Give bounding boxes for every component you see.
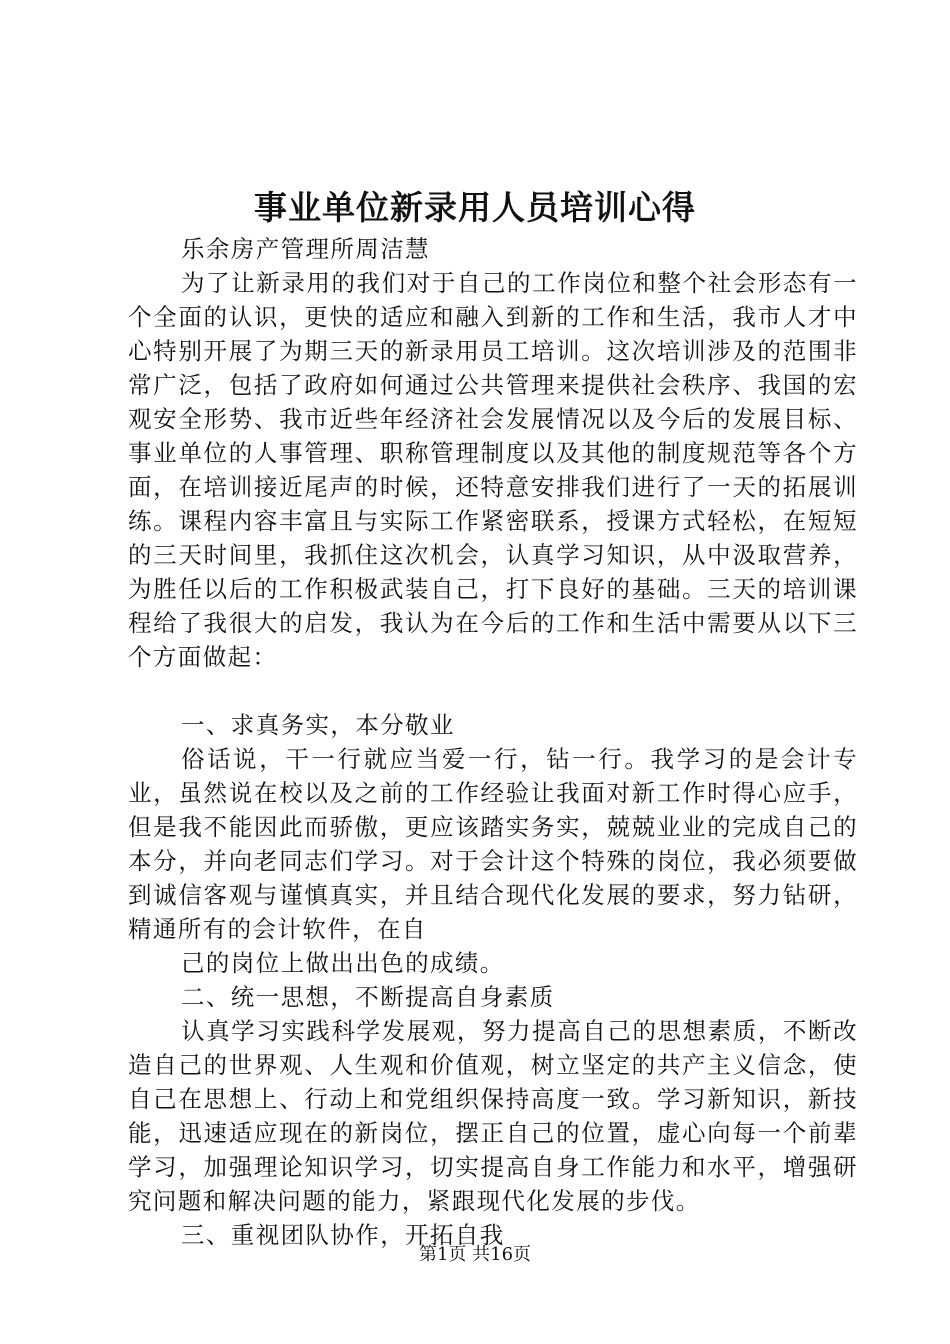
document-title: 事业单位新录用人员培训心得 [254, 188, 696, 227]
page-footer: 第1页 共16页 [418, 1244, 532, 1265]
intro-paragraph: 为了让新录用的我们对于自己的工作岗位和整个社会形态有一个全面的认识，更快的适应和融入到新的工作和生活，我市人才中心特别开展了为期三天的新录用员工培训。这次培训涉及的范围非常广泛，包括了政府如何通过公共管理来提供社会秩序、我国的宏观安全形势、我市近些年经济社会发展情况以及今后的发展目标、事业单位的人事管理、职称管理制度以及其他的制度规范等各个方面，在培训接近尾声的时候，还特意安排我们进行了一天的拓展训练。课程内容丰富且与实际工作紧密联系，授课方式轻松，在短短的三天时间里，我抓住这次机会，认真学习知识，从中汲取营养，为胜任以后的工作积极武装自己，打下良好的基础。三天的培训课程给了我很大的启发，我认为在今后的工作和生活中需要从以下三个方面做起： [128, 269, 858, 671]
paragraph-gap [128, 674, 858, 708]
section-1-paragraph-continued: 己的岗位上做出出色的成绩。 [181, 949, 505, 977]
section-1-paragraph: 俗话说，干一行就应当爱一行，钻一行。我学习的是会计专业，虽然说在校以及之前的工作经验让我面对新工作时得心应手，但是我不能因此而骄傲，更应该踏实务实，兢兢业业的完成自己的本分，并向老同志们学习。对于会计这个特殊的岗位，我必须要做到诚信客观与谨慎真实，并且结合现代化发展的要求，努力钻研，精通所有的会计软件，在自 [128, 745, 858, 943]
section-2-heading: 二、统一思想，不断提高自身素质 [181, 983, 555, 1011]
section-2-paragraph: 认真学习实践科学发展观，努力提高自己的思想素质，不断改造自己的世界观、人生观和价值观，树立坚定的共产主义信念，使自己在思想上、行动上和党组织保持高度一致。学习新知识，新技能，迅速适应现在的新岗位，摆正自己的位置，虚心向每一个前辈学习，加强理论知识学习，切实提高自身工作能力和水平，增强研究问题和解决问题的能力，紧跟现代化发展的步伐。 [128, 1017, 858, 1215]
section-3-heading: 三、重视团队协作，开拓自我 [181, 1221, 505, 1249]
document-body [128, 232, 858, 1252]
author-line: 乐余房产管理所周洁慧 [181, 235, 430, 263]
section-1-heading: 一、求真务实，本分敬业 [181, 711, 455, 739]
